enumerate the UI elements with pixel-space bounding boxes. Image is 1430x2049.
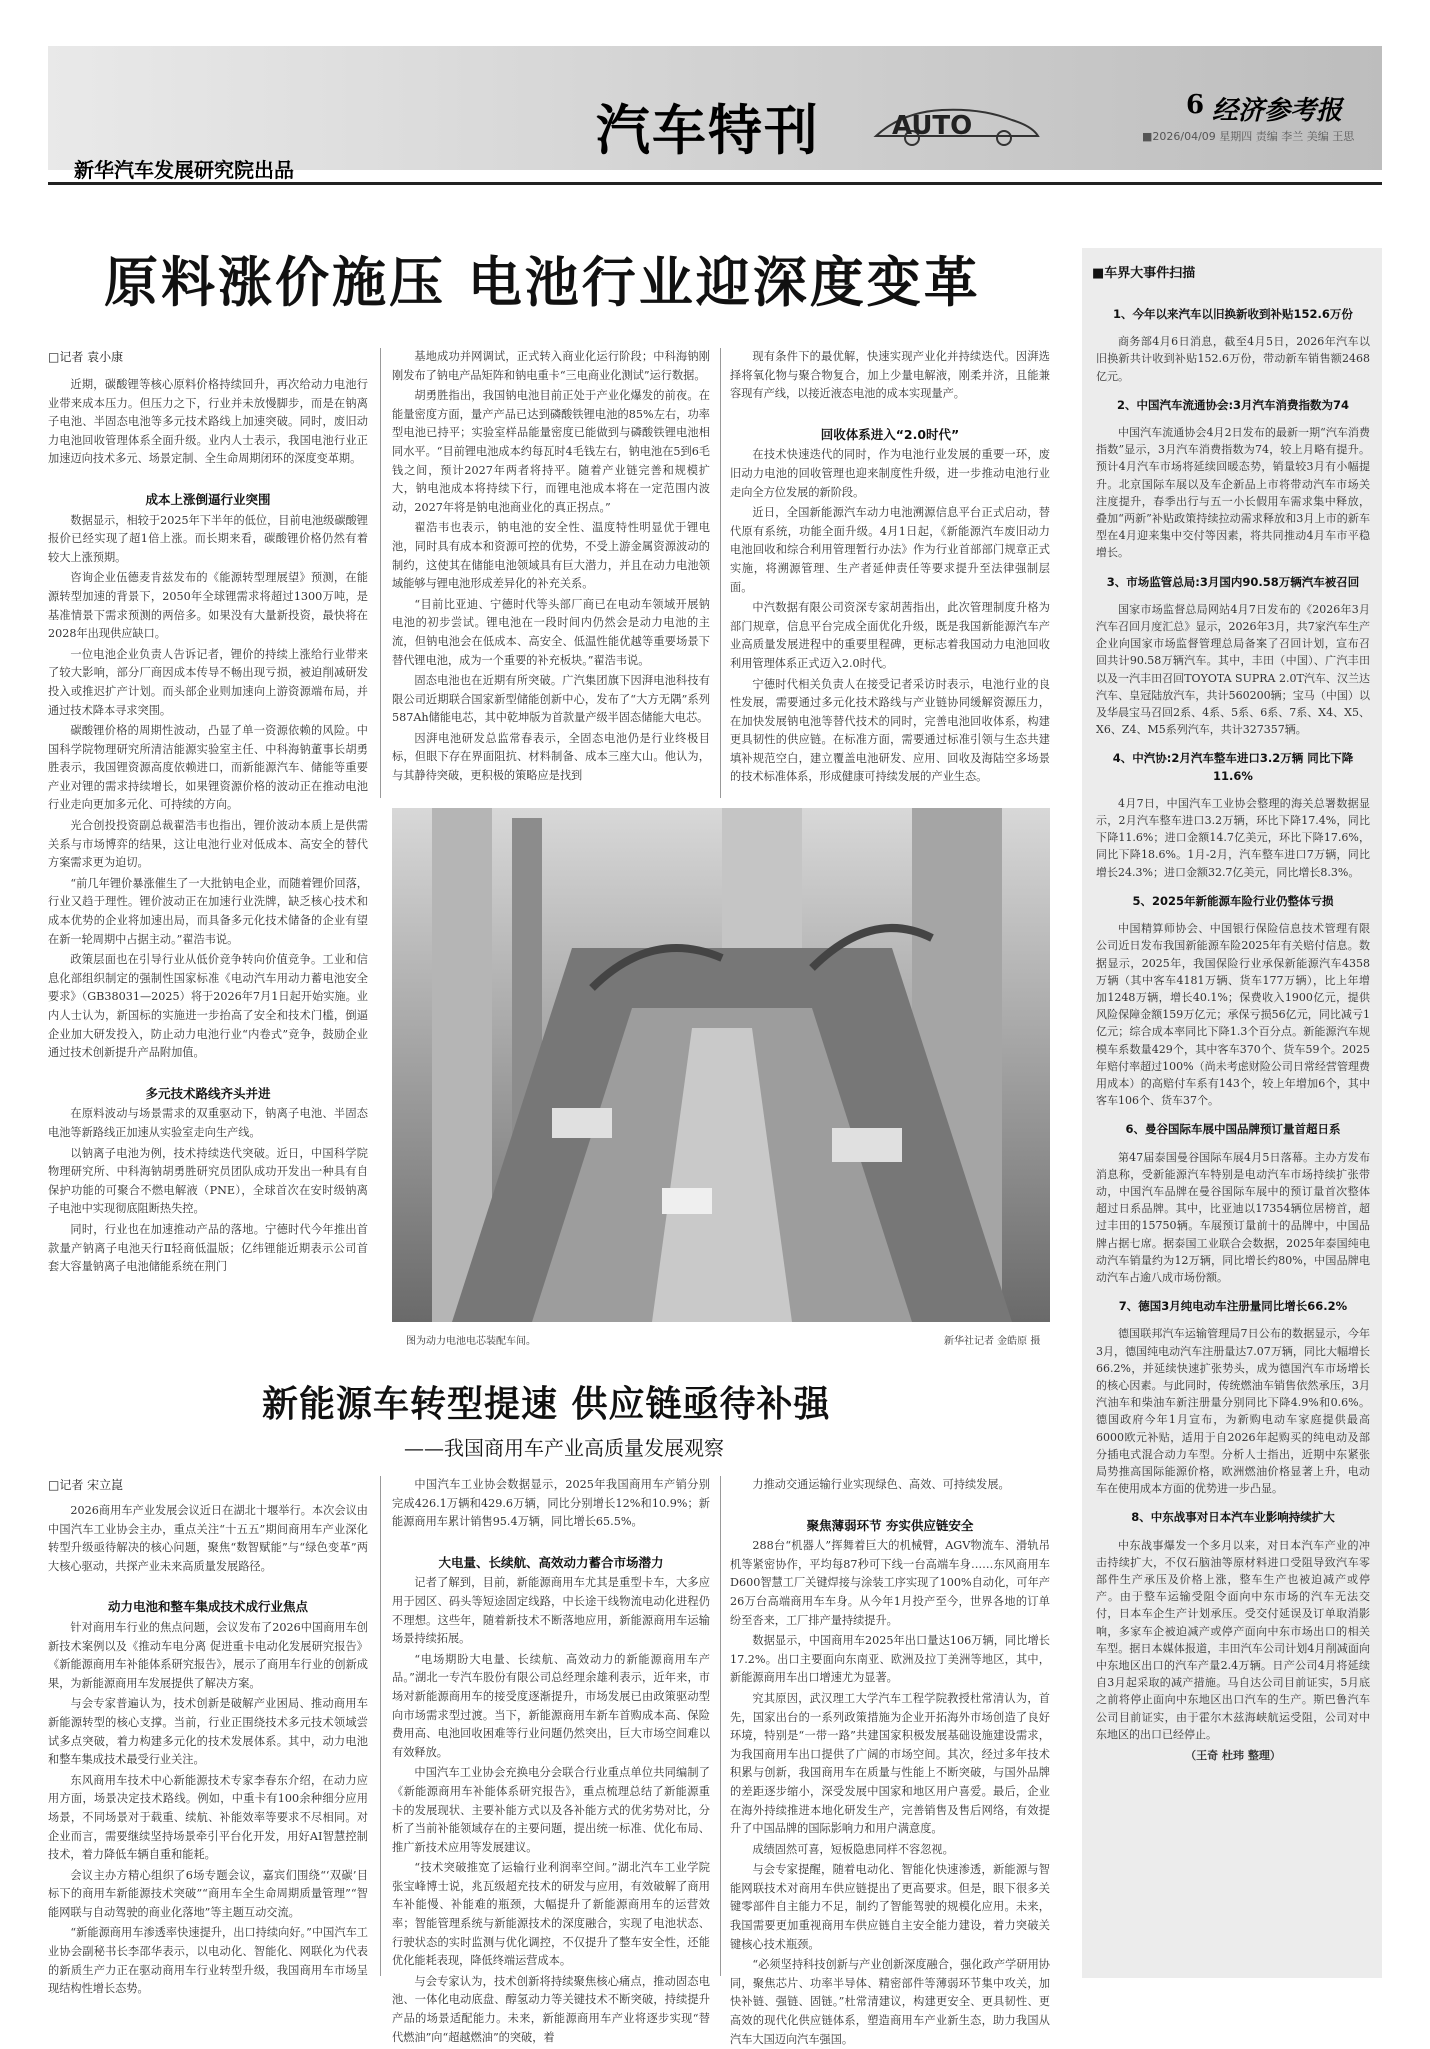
paragraph: 数据显示，中国商用车2025年出口量达106万辆，同比增长17.2%。出口主要面向东南亚、欧洲及拉丁美洲等地区，其中，新能源商用车出口增速尤为显著。 (730, 1634, 1050, 1685)
article2-subhead-2: 大电量、长续航、高效动力蓄合市场潜力 (438, 1554, 664, 1570)
paragraph: “电场期盼大电量、长续航、高效动力的新能源商用车产品。”湖北一专汽车股份有限公司总经理余雄利表示，近年来，市场对新能源商用车的接受度逐渐提升，市场发展已由政策驱动型向市场需求型过渡。当下，新能源商用车新车首购成本高、保险费用高、电池回收困难等行业问题仍然突出，巨大市场空间难以有效释放。 (392, 1652, 710, 1759)
column-divider (380, 1476, 381, 1976)
paragraph: 中国汽车工业协会充换电分会联合行业重点单位共同编制了《新能源商用车补能体系研究报告》，重点梳理总结了新能源重卡的发展现状、主要补能方式以及各补能方式的优劣势对比，分析了当前补能领域存在的主要问题，提出统一标准、优化布局、推广新技术应用等发展建议。 (392, 1766, 710, 1854)
page-number: 6 (1186, 90, 1205, 120)
sidebar-editors: （王奇 杜玮 整理） (1185, 1749, 1281, 1763)
paragraph: 翟浩韦也表示，钠电池的安全性、温度特性明显优于锂电池，同时具有成本和资源可控的优势，不受上游金属资源波动的制约，这使其在储能电池领域具有巨大潜力，并且在动力电池领域能够与锂电池形成差异化的补充关系。 (392, 521, 710, 591)
brief-body: 中国精算师协会、中国银行保险信息技术管理有限公司近日发布我国新能源车险2025年有关赔付信息。数据显示，2025年，我国保险行业承保新能源汽车4358万辆（其中客车4181万辆、货车177万辆），比上年增加1248万辆，增长40.1%；保费收入1900亿元，提供风险保障金额159万亿元；承保亏损56亿元，同比减亏1亿元；综合成本率同比下降1.3个百分点。新能源汽车规模车系数量429个，其中客车370个、货车59个。2025年赔付率超过100%（尚未考虑财险公司日常经营管理费用成本）的高赔付车系有143个，较上年增加6个，其中客车106个、货车37个。 (1096, 922, 1370, 1108)
paragraph: 究其原因，武汉理工大学汽车工程学院教授杜常清认为，首先，国家出台的一系列政策措施为企业开拓海外市场创造了良好环境，特别是“一带一路”共建国家积极发展基础设施建设需求，为我国商用车出口提供了广阔的市场空间。其次，经过多年技术积累与创新，我国商用车在质量与性能上不断突破，与国外品牌的差距逐步缩小，深受发展中国家和地区用户喜爱。最后，企业在海外持续推进本地化研发生产，完善销售及售后网络，有效提升了中国品牌的国际影响力和用户满意度。 (730, 1691, 1050, 1836)
article1-column-2 (392, 348, 710, 798)
paragraph: 力推动交通运输行业实现绿色、高效、可持续发展。 (752, 1478, 1010, 1491)
article1-column-3 (730, 348, 1050, 798)
paragraph: 因湃电池研发总监常春表示，全固态电池仍是行业终极目标，但眼下存在界面阻抗、材料制备、成本三座大山。他认为，与其静待突破，更积极的策略应是找到 (392, 731, 710, 783)
masthead (48, 46, 1382, 182)
column-divider (380, 348, 381, 798)
brief-title: 2、中国汽车流通协会:3月汽车消费指数为74 (1116, 397, 1350, 412)
paragraph: 与会专家普遍认为，技术创新是破解产业困局、推动商用车新能源转型的核心支撑。当前，行业正围绕技术多元技术领域尝试多点突破，着力构建多元化的技术发展体系。其中，动力电池和整车集成技术最受行业关注。 (48, 1697, 368, 1767)
brief-body: 商务部4月6日消息，截至4月5日，2026年汽车以旧换新共计收到补贴152.6万份，带动新车销售额2468亿元。 (1096, 335, 1370, 383)
paragraph: 2026商用车产业发展会议近日在湖北十堰举行。本次会议由中国汽车工业协会主办，重点关注“十五五”期间商用车产业深化转型升级亟待解决的核心问题，聚焦“数智赋能”与“绿色变革”两大核心驱动，共探产业未来高质量发展路径。 (48, 1504, 368, 1573)
paragraph: 政策层面也在引导行业从低价竞争转向价值竞争。工业和信息化部组织制定的强制性国家标准《电动汽车用动力蓄电池安全要求》（GB38031—2025）将于2026年7月1日起开始实施。业内人士认为，新国标的实施进一步抬高了安全和技术门槛，倒逼企业加大研发投入，防止动力电池行业“内卷式”竞争，鼓励企业通过技术创新提升产品附加值。 (48, 953, 368, 1060)
photo-credit: 新华社记者 金皓原 摄 (944, 1336, 1041, 1347)
paragraph: 现有条件下的最优解，快速实现产业化并持续迭代。因湃选择将氧化物与聚合物复合，加上少量电解液，刚柔并济，且能兼容现有产线，以接近液态电池的成本实现量产。 (730, 350, 1050, 401)
article1-column-1 (48, 376, 368, 1306)
article1-headline: 原料涨价施压 电池行业迎深度变革 (104, 250, 981, 314)
paragraph: 针对商用车行业的焦点问题，会议发布了2026中国商用车创新技术案例以及《推动车电分离 促进重卡电动化发展研究报告》《新能源商用车补能体系研究报告》，展示了商用车行业的创新成果，为新能源商用车发展提供了解决方案。 (48, 1620, 368, 1690)
paragraph: 288台“机器人”挥舞着巨大的机械臂，AGV物流车、滑轨吊机等紧密协作，平均每87秒可下线一台高端车身……东风商用车D600智慧工厂关键焊接与涂装工序实现了100%自动化，可年产26万台高端商用车车身。从今年1月投产至今，世界各地的订单纷至沓来，工厂排产量持续提升。 (730, 1539, 1050, 1627)
brief-body: 4月7日，中国汽车工业协会整理的海关总署数据显示，2月汽车整车进口3.2万辆，环比下降17.4%，同比下降11.6%；进口金额14.7亿美元，环比下降17.6%，同比下降18.6%。1月-2月，汽车整车进口7万辆，同比增长24.3%；进口金额32.7亿美元，同比增长8.3%。 (1096, 796, 1370, 879)
section-title: 汽车特刊 (596, 99, 820, 162)
brief-title: 6、曼谷国际车展中国品牌预订量首超日系 (1125, 1122, 1341, 1137)
paragraph: 光合创投投资副总裁翟浩韦也指出，锂价波动本质上是供需关系与市场博弈的结果，这让电池行业对低成本、高安全的替代方案需求更为迫切。 (48, 819, 368, 870)
article2-subhead-3: 聚焦薄弱环节 夯实供应链安全 (806, 1517, 974, 1533)
article2-subhead-1: 动力电池和整车集成技术成行业焦点 (107, 1599, 308, 1615)
paragraph: 基地成功并网调试，正式转入商业化运行阶段；中科海钠刚刚发布了钠电产品矩阵和钠电重卡“三电商业化测试”运行数据。 (392, 350, 710, 382)
paragraph: 东风商用车技术中心新能源技术专家李春东介绍，在动力应用方面，场景决定技术路线。例如，中重卡有100余种细分应用场景，不同场景对于载重、续航、补能效率等要求不尽相同。对企业而言，需要继续坚持场景牵引平台化开发，用好AI智慧控制技术，着力降低车辆自重和能耗。 (48, 1773, 368, 1862)
paragraph: 宁德时代相关负责人在接受记者采访时表示，电池行业的良性发展，需要通过多元化技术路线与产业链协同缓解资源压力，在加快发展钠电池等替代技术的同时，完善电池回收体系，构建更具韧性的供应链。在标准方面，需要通过标准引领与生态共建填补规范空白，建立覆盖电池研发、应用、回收及海陆空多场景的技术标准体系，形成健康可持续发展的产业生态。 (730, 677, 1050, 784)
paragraph: 成绩固然可喜，短板隐患同样不容忽视。 (752, 1842, 954, 1856)
paragraph: 中汽数据有限公司资深专家胡茜指出，此次管理制度升格为部门规章，信息平台完成全面优化升级，既是我国新能源汽车产业高质量发展进程中的重要里程碑，更标志着我国动力电池回收利用管理体系正式迈入2.0时代。 (730, 601, 1050, 670)
battery-factory-photo (392, 808, 1050, 1322)
brief-title: 8、中东战事对日本汽车业影响持续扩大 (1131, 1510, 1335, 1525)
paragraph: 近期，碳酸锂等核心原料价格持续回升，再次给动力电池行业带来成本压力。但压力之下，行业并未放慢脚步，而是在钠离子电池、半固态电池等多元技术路线上加速突破。同时，废旧动力电池回收管理体系全面升级。业内人士表示，我国电池行业正加速迈向技术多元、场景定制、全生命周期闭环的深度变革期。 (48, 378, 368, 466)
brief-body: 中东战事爆发一个多月以来，对日本汽车产业的冲击持续扩大，不仅石脑油等原材料进口受阻导致汽车零部件生产承压及价格上涨，整车生产也被迫减产或停产。由于整车运输受阻令面向中东市场的汽车无法交付，日本车企生产计划承压。受交付延误及订单取消影响，多家车企被迫减产或停产面向中东市场出口的相关车型。据日本媒体报道，丰田汽车公司计划4月削减面向中东地区出口的汽车产量2.4万辆。日产公司4月将延续自3月起采取的减产措施。马自达公司目前证实，5月底之前将停止面向中东地区出口汽车的生产。斯巴鲁汽车公司目前证实，由于霍尔木兹海峡航运受阻，公司对中东地区的出口已经停止。 (1096, 1538, 1370, 1741)
article2-column-2 (392, 1476, 710, 2044)
factory-image (392, 808, 1050, 1322)
column-divider (720, 348, 721, 798)
paragraph: 与会专家认为，技术创新将持续聚焦核心痛点，推动固态电池、一体化电动底盘、醇氢动力等关键技术不断突破，持续提升产品的场景适配能力。未来，新能源商用车产业将逐步实现“替代燃油”向“超越燃油”的突破，着 (392, 1974, 710, 2044)
brief-body: 中国汽车流通协会4月2日发布的最新一期“汽车消费指数”显示，3月汽车消费指数为74，较上月略有提升。预计4月汽车市场将延续回暖态势，销量较3月有小幅提升。北京国际车展以及车企新品上市将带动汽车市场关注度提升，春季出行与五一小长假用车需求集中释放，叠加“两新”补贴政策持续拉动需求释放和3月上市的新车型在4月迎来集中交付等因素，将共同推动4月车市平稳增长。 (1096, 426, 1370, 560)
photo-caption: 图为动力电池电芯装配车间。 (406, 1336, 536, 1347)
article1-subhead-2: 多元技术路线齐头并进 (145, 1085, 271, 1101)
paragraph: 在技术快速迭代的同时，作为电池行业发展的重要一环，废旧动力电池的回收管理也迎来制度性升级，进一步推动电池行业走向全方位发展的新阶段。 (730, 448, 1050, 499)
brief-body: 德国联邦汽车运输管理局7日公布的数据显示，今年3月，德国纯电动汽车注册量达7.07万辆，同比大幅增长66.2%，并延续快速扩张势头，成为德国汽车市场增长的核心因素。与此同时，传统燃油车销售依然承压，3月汽油车和柴油车新注册量分别同比下降4.9%和0.6%。德国政府今年1月宣布，为新购电动车家庭提供最高6000欧元补贴，适用于自2026年起购买的纯电动及部分插电式混合动力车型。分析人士指出，近期中东紧张局势推高国际能源价格，欧洲燃油价格显著上升，电动车在使用成本方面的优势进一步凸显。 (1096, 1327, 1370, 1496)
brief-title: 4、中汽协:2月汽车整车进口3.2万辆 同比下降11.6% (1112, 751, 1354, 783)
auto-car-logo-icon (872, 98, 1042, 150)
news-briefs-sidebar (1082, 248, 1382, 1978)
paragraph: 胡勇胜指出，我国钠电池目前正处于产业化爆发的前夜。在能量密度方面，量产产品已达到磷酸铁锂电池的85%左右，功率型电池已持平；实验室样品能量密度已能做到与磷酸铁锂电池相同水平。“目前锂电池成本约每瓦时4毛钱左右，钠电池在5到6毛钱之间，预计2027年两者将持平。随着产业链完善和规模扩大，钠电池成本将持续下行，而锂电池成本将在一定范围内波动，2027年将是钠电池商业化的真正拐点。” (392, 389, 710, 514)
article1-subhead-1: 成本上涨倒逼行业突围 (145, 491, 271, 507)
brief-title: 7、德国3月纯电动车注册量同比增长66.2% (1118, 1299, 1348, 1314)
auto-label: AUTO (892, 111, 973, 141)
article2-byline: □记者 宋立崑 (48, 1478, 124, 1492)
article1-byline: □记者 袁小康 (48, 350, 124, 364)
paragraph: 一位电池企业负责人告诉记者，锂价的持续上涨给行业带来了较大影响，部分厂商因成本传导不畅出现亏损，被迫削减研发投入或推迟扩产计划。而头部企业则加速向上游资源端布局，并通过技术降本寻求突围。 (48, 647, 368, 717)
article2-column-1 (48, 1502, 368, 1996)
sidebar-body (1096, 294, 1370, 1764)
paragraph: “目前比亚迪、宁德时代等头部厂商已在电动车领域开展钠电池的初步尝试。锂电池在一段时间内仍然会是动力电池的主流，但钠电池会在低成本、高安全、低温性能优越等重要场景下替代锂电池，成为一个重要的补充板块。”翟浩韦说。 (392, 597, 710, 667)
brief-title: 1、今年以来汽车以旧换新收到补贴152.6万份 (1113, 307, 1353, 321)
paragraph: 在原料波动与场景需求的双重驱动下，钠离子电池、半固态电池等新路线正加速从实验室走向生产线。 (48, 1107, 368, 1139)
paragraph: 与会专家提醒，随着电动化、智能化快速渗透，新能源与智能网联技术对商用车供应链提出了更高要求。但是，眼下很多关键零部件自主能力不足，制约了智能驾驶的规模化应用。未来，我国需要更加重视商用车供应链自主安全能力建设，着力突破关键核心技术瓶颈。 (730, 1863, 1050, 1951)
brief-body: 第47届泰国曼谷国际车展4月5日落幕。主办方发布消息称，受新能源汽车特别是电动汽车市场持续扩张带动，中国汽车品牌在曼谷国际车展中的预订量首次整体超过日系品牌。其中，比亚迪以17354辆位居榜首，超过丰田的15750辆。车展预订量前十的品牌中，中国品牌占据七席。据泰国工业联合会数据，2025年泰国纯电动汽车销量约为12万辆，同比增长约80%，中国品牌电动汽车占逾八成市场份额。 (1096, 1150, 1370, 1284)
paragraph: “必须坚持科技创新与产业创新深度融合，强化政产学研用协同，聚焦芯片、功率半导体、精密部件等薄弱环节集中攻关，加快补链、强链、固链。”杜常清建议，构建更安全、更具韧性、更高效的现代化供应链体系，塑造商用车产业新生态，助力我国从汽车大国迈向汽车强国。 (730, 1958, 1050, 2046)
paragraph: 近日，全国新能源汽车动力电池溯源信息平台正式启动，替代原有系统，功能全面升级。4月1日起，《新能源汽车废旧动力电池回收和综合利用管理暂行办法》作为行业首部部门规章正式实施，将溯源管理、生产者延伸责任等要求提升至法律强制层面。 (730, 506, 1050, 594)
sidebar-heading: ■车界大事件扫描 (1092, 266, 1196, 281)
paragraph: 记者了解到，目前，新能源商用车尤其是重型卡车，大多应用于园区、码头等短途固定线路，中长途干线物流电动化进程仍不理想。这些年，随着新技术不断落地应用，新能源商用车运输场景持续拓展。 (392, 1576, 710, 1646)
issue-info: ■2026/04/09 星期四 责编 李兰 美编 王思 (1142, 130, 1355, 143)
newspaper-logo: 经济参考报 (1212, 96, 1343, 126)
article2-subheadline: ——我国商用车产业高质量发展观察 (404, 1436, 724, 1460)
paragraph: 同时，行业也在加速推动产品的落地。宁德时代今年推出首款量产钠离子电池天行Ⅱ轻商低温版；亿纬锂能近期表示公司首套大容量钠离子电池储能系统在荆门 (48, 1222, 368, 1274)
brief-title: 3、市场监管总局:3月国内90.58万辆汽车被召回 (1106, 574, 1360, 589)
paragraph: 固态电池也在近期有所突破。广汽集团旗下因湃电池科技有限公司近期联合国家新型储能创新中心，发布了“大方无隅”系列587Ah储能电芯，其中乾坤版为首款量产级半固态储能大电芯。 (392, 674, 710, 725)
paragraph: 中国汽车工业协会数据显示，2025年我国商用车产销分别完成426.1万辆和429.6万辆，同比分别增长12%和10.9%；新能源商用车累计销售95.4万辆，同比增长65.5%。 (392, 1478, 710, 1529)
paragraph: 会议主办方精心组织了6场专题会议，嘉宾们围绕“‘双碳’目标下的商用车新能源技术突破”“商用车全生命周期质量管理”“智能网联与自动驾驶的商业化落地”等主题互动交流。 (48, 1868, 368, 1919)
article2-headline: 新能源车转型提速 供应链亟待补强 (262, 1384, 831, 1425)
column-divider (720, 1476, 721, 1976)
article1-subhead-3: 回收体系进入“2.0时代” (820, 426, 960, 442)
paragraph: 咨询企业伍德麦肯兹发布的《能源转型理展望》预测，在能源转型加速的背景下，2050年全球锂需求将超过1300万吨，是基准情景下需求预测的两倍多。如果没有大量新投资，最快将在2028年出现供应缺口。 (48, 571, 368, 641)
paragraph: 碳酸锂价格的周期性波动，凸显了单一资源依赖的风险。中国科学院物理研究所清洁能源实验室主任、中科海钠董事长胡勇胜表示，我国锂资源高度依赖进口，而新能源汽车、储能等重要产业对锂的需求持续增长，如果锂资源价格的波动正在推动电池行业走向更加多元化、可持续的方向。 (48, 724, 368, 812)
paragraph: 以钠离子电池为例，技术持续迭代突破。近日，中国科学院物理研究所、中科海钠胡勇胜研究员团队成功开发出一种具有自保护功能的可聚合不燃电解液（PNE），全球首次在安时级钠离子电池中实现彻底阻断热失控。 (48, 1146, 368, 1216)
brief-title: 5、2025年新能源车险行业仍整体亏损 (1132, 893, 1334, 908)
paragraph: 数据显示，相较于2025年下半年的低位，目前电池级碳酸锂报价已经实现了超1倍上涨。而长期来看，碳酸锂价格仍然有着较大上涨预期。 (48, 513, 368, 564)
brief-body: 国家市场监督总局网站4月7日发布的《2026年3月汽车召回月度汇总》显示，2026年3月，共7家汽车生产企业向国家市场监督管理总局备案了召回计划，宣布召回共计90.58万辆汽车。其中，丰田（中国）、广汽丰田以及一汽丰田召回TOYOTA SUPRA 2.0T汽车、汉兰达汽车、皇冠陆放汽车，共计560200辆；宝马（中国）以及华晨宝马召回2系、4系、5系、6系、7系、X4、X5、X6、Z4、M5系列汽车，共计327357辆。 (1096, 602, 1370, 737)
paragraph: “新能源商用车渗透率快速提升，出口持续向好。”中国汽车工业协会副秘书长李邵华表示，以电动化、智能化、网联化为代表的新质生产力正在驱动商用车行业转型升级，我国商用车市场呈现结构性增长态势。 (48, 1926, 368, 1996)
article2-column-3 (730, 1476, 1050, 2046)
paragraph: “技术突破推宽了运输行业利润率空间。”湖北汽车工业学院张宝峰博士说，兆瓦级超充技术的研发与应用，有效破解了商用车补能慢、补能难的瓶颈，大幅提升了新能源商用车的运营效率；智能管理系统与新能源技术的深度融合，实现了电池状态、行驶状态的实时监测与优化调控，不仅提升了整车安全性，还能优化能耗表现，降低终端运营成本。 (392, 1861, 710, 1968)
masthead-rule (48, 182, 1382, 185)
section-subtitle: 新华汽车发展研究院出品 (74, 158, 294, 182)
paragraph: “前几年锂价暴涨催生了一大批钠电企业，而随着锂价回落，行业又趋于理性。锂价波动正在加速行业洗牌，缺乏核心技术和成本优势的企业将加速出局，而具备多元化技术储备的企业有望在新一轮周期中占据主动。”翟浩韦说。 (48, 876, 368, 946)
